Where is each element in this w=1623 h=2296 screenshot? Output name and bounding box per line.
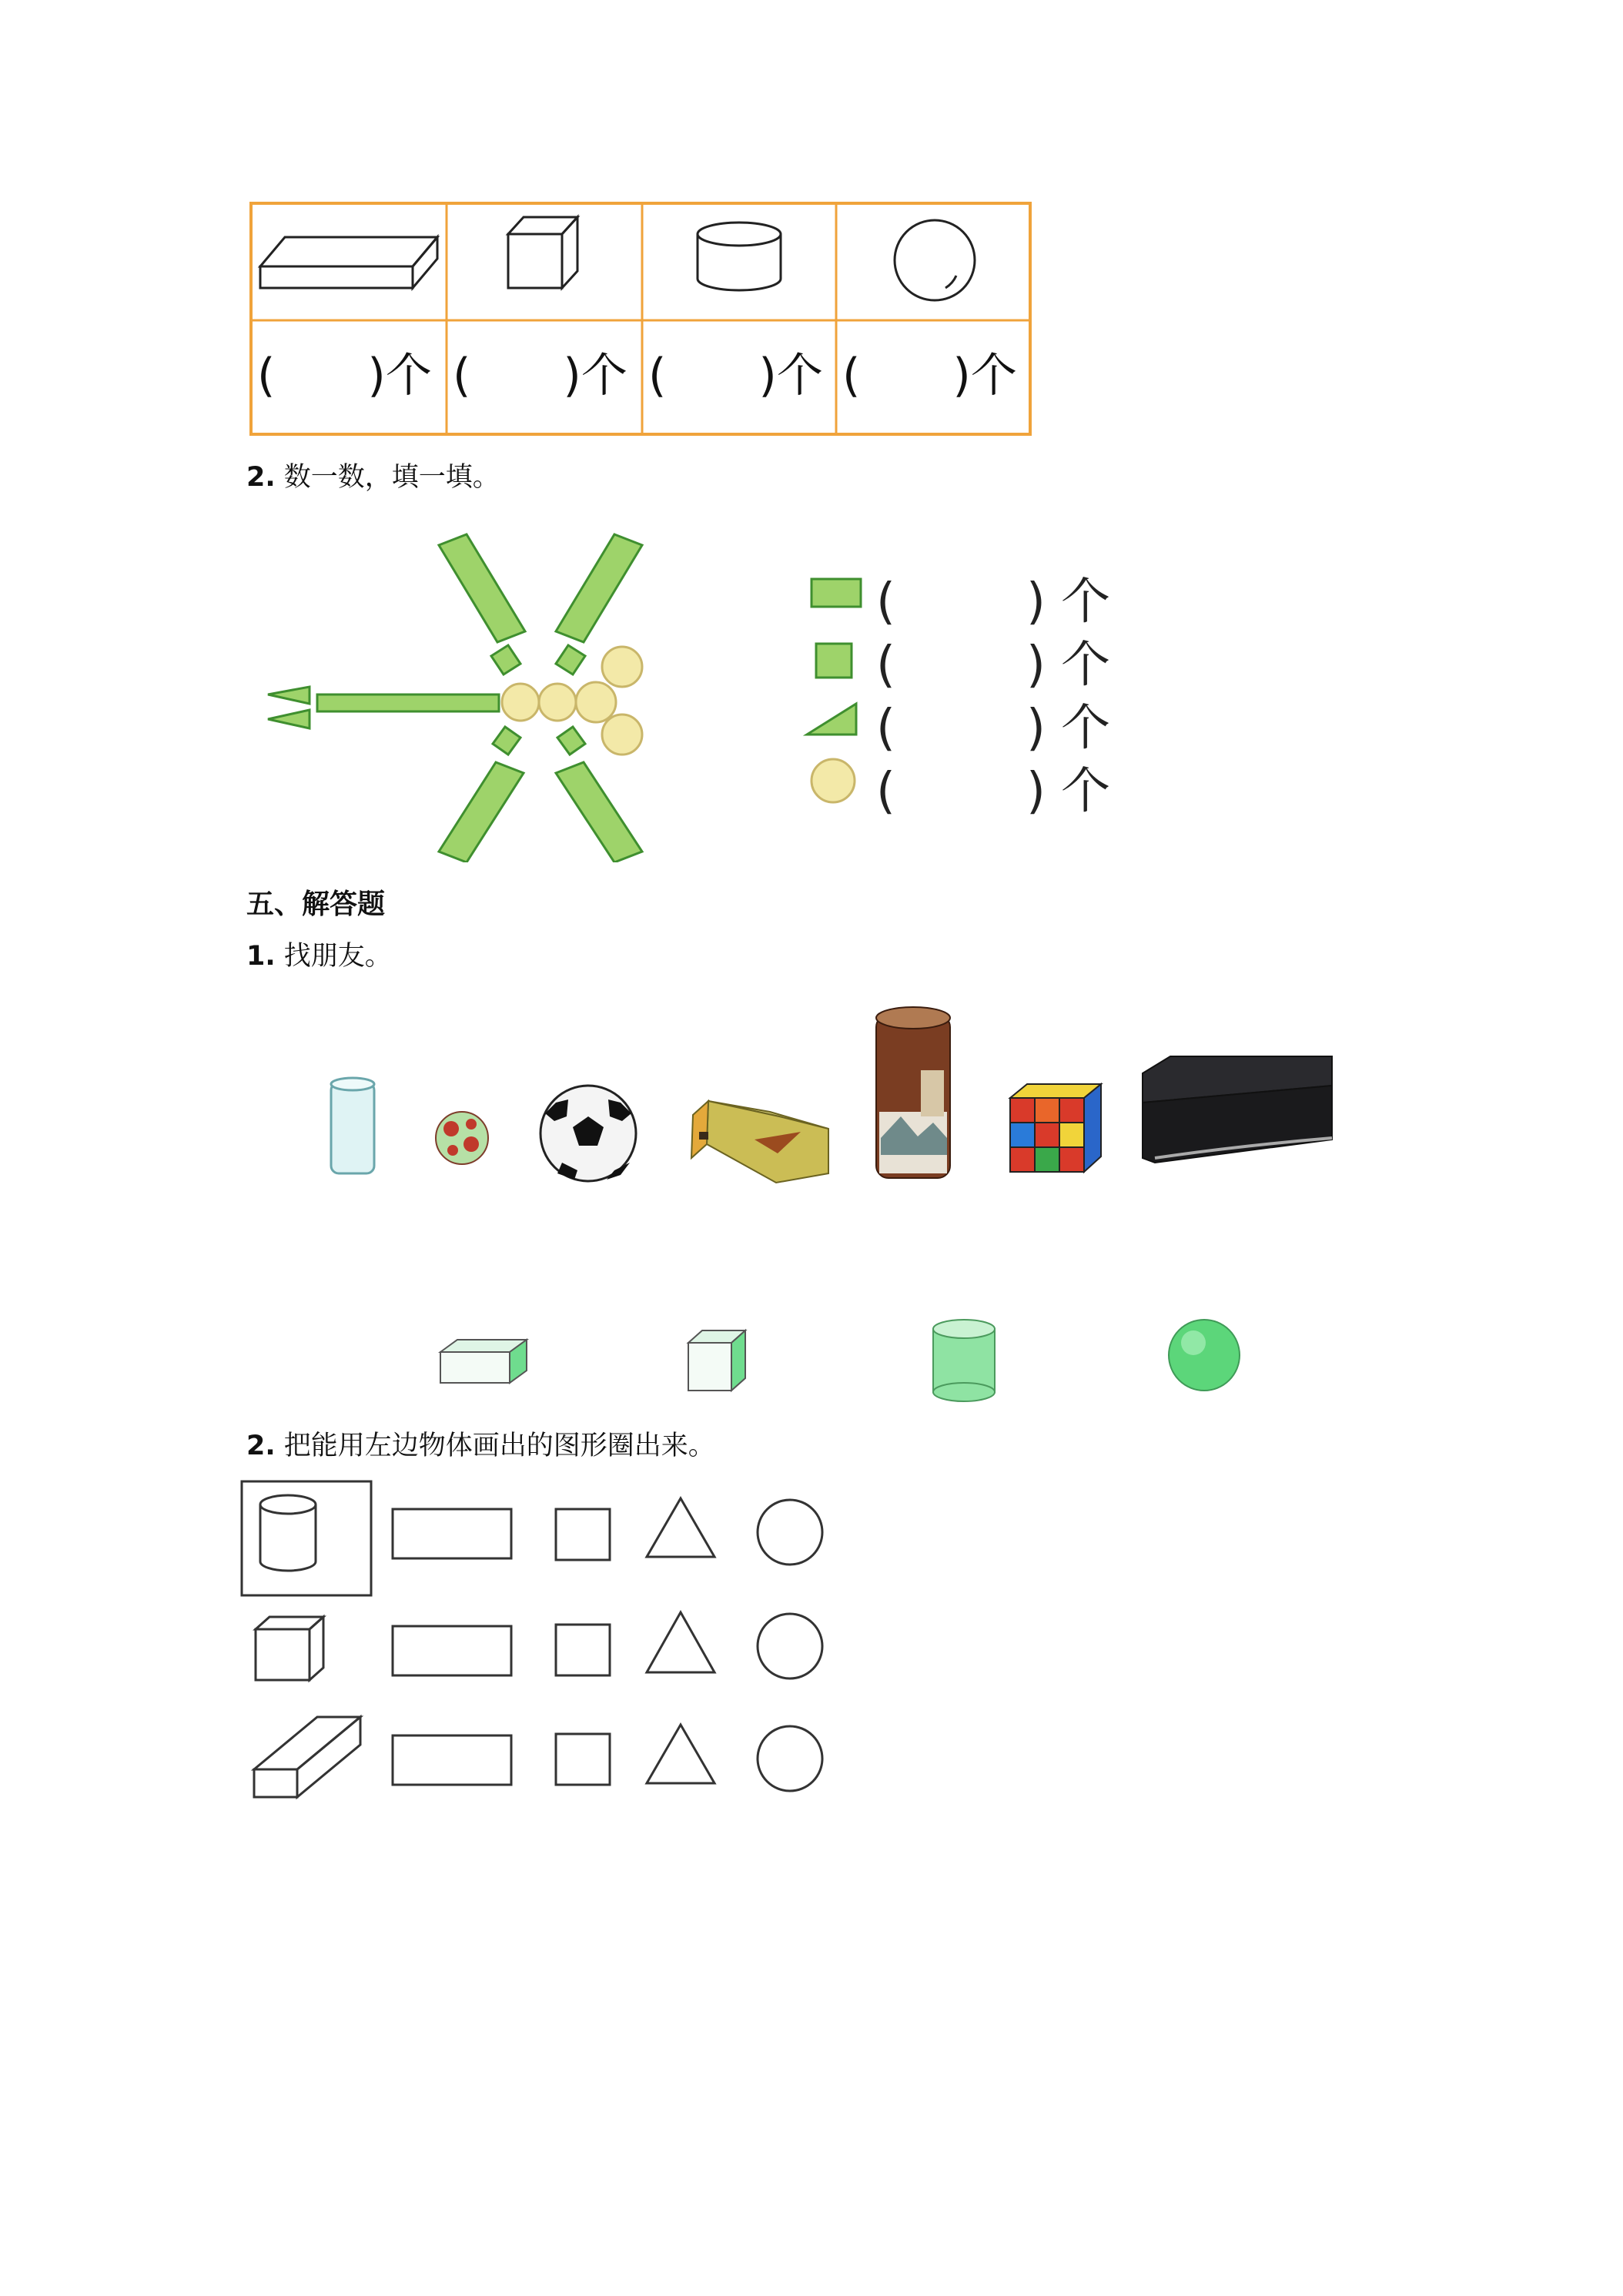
square-icon <box>556 645 585 674</box>
square-icon[interactable] <box>556 1625 610 1675</box>
circle-icon <box>602 647 642 687</box>
cylinder-icon <box>260 1495 316 1571</box>
rectangle-icon <box>556 762 642 862</box>
legend-row-circle: ( ) 个 <box>876 763 1110 820</box>
circle-icon[interactable] <box>758 1614 822 1678</box>
triangle-icon[interactable] <box>647 1612 714 1672</box>
square-icon <box>493 727 520 755</box>
circle-icon <box>576 682 616 722</box>
rectangle-icon[interactable] <box>393 1735 511 1785</box>
circle-icon[interactable] <box>758 1500 822 1565</box>
cube-icon <box>256 1617 323 1680</box>
tea-can-icon <box>876 1007 950 1178</box>
count-cell-4: ( )个 <box>842 349 1017 403</box>
rectangle-icon <box>439 762 524 862</box>
section-5-title: 五、解答题 <box>246 889 386 920</box>
square-icon <box>557 727 585 755</box>
triangle-icon <box>807 704 856 735</box>
count-cell-2: ( )个 <box>453 349 627 403</box>
circle-icon <box>539 684 576 721</box>
count-cell-1: ( )个 <box>257 349 432 403</box>
legend-row-square: ( ) 个 <box>876 637 1110 694</box>
green-cube-icon <box>688 1330 745 1391</box>
rectangle-icon[interactable] <box>393 1509 511 1558</box>
section-5-question-2: 2. 把能用左边物体画出的图形圈出来。 <box>246 1431 715 1461</box>
glass-tube-icon <box>331 1078 374 1173</box>
cuboid-icon <box>254 1717 360 1797</box>
rectangle-icon[interactable] <box>393 1626 511 1675</box>
rubiks-cube-icon <box>1010 1084 1101 1172</box>
triangle-icon[interactable] <box>647 1498 714 1557</box>
square-icon[interactable] <box>556 1734 610 1785</box>
circle-icon <box>602 715 642 755</box>
shape-count-table <box>249 202 1032 436</box>
cube-icon <box>508 217 577 288</box>
triangle-icon <box>268 687 310 704</box>
matchbox-icon <box>691 1101 828 1183</box>
shoe-box-icon <box>1143 1056 1332 1163</box>
cylinder-icon <box>698 223 781 290</box>
soccer-ball-icon <box>540 1086 636 1181</box>
triangle-icon <box>268 710 310 728</box>
small-ball-icon <box>436 1112 488 1164</box>
legend-row-triangle: ( ) 个 <box>876 700 1110 757</box>
cuboid-icon <box>260 237 437 288</box>
green-cuboid-icon <box>440 1340 527 1383</box>
rectangle-icon <box>812 579 861 607</box>
green-sphere-icon <box>1169 1320 1240 1391</box>
legend-row-rectangle: ( ) 个 <box>876 574 1110 631</box>
circle-shapes-exercise <box>239 1478 855 1817</box>
square-icon <box>491 645 520 674</box>
triangle-icon[interactable] <box>647 1725 714 1783</box>
square-icon <box>816 644 852 678</box>
section-5-question-1: 1. 找朋友。 <box>246 941 392 972</box>
circle-icon <box>502 684 539 721</box>
circle-icon[interactable] <box>758 1726 822 1791</box>
rectangle-icon <box>439 534 525 642</box>
question-2-count: 2. 数一数，填一填。 <box>246 462 500 493</box>
count-cell-3: ( )个 <box>648 349 823 403</box>
rectangle-icon <box>317 694 499 711</box>
sphere-icon <box>895 220 975 300</box>
square-icon[interactable] <box>556 1509 610 1560</box>
legend-shapes <box>807 579 861 735</box>
solids-row <box>431 1309 1278 1409</box>
rectangle-icon <box>556 534 642 642</box>
circle-icon <box>812 759 855 802</box>
objects-row <box>308 1001 1355 1201</box>
green-cylinder-icon <box>933 1320 995 1401</box>
